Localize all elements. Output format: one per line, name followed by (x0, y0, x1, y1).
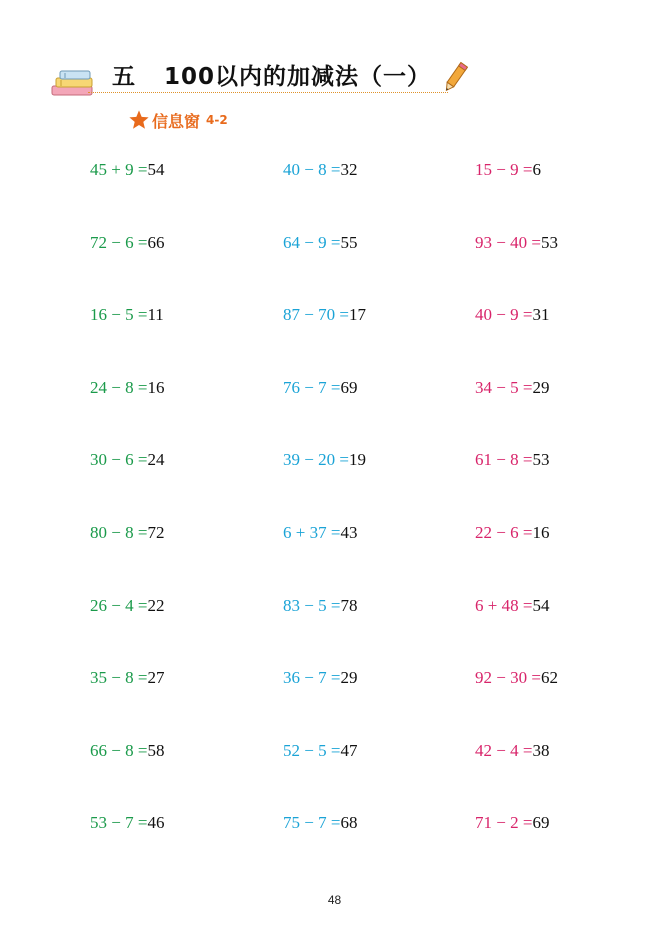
problem-answer: 6 (532, 160, 541, 179)
problem-question: 76 − 7 = (283, 378, 341, 397)
problem-question: 71 − 2 = (475, 813, 533, 832)
math-problem (90, 450, 164, 470)
math-problem (283, 305, 366, 325)
math-problem (283, 813, 357, 833)
math-problem (90, 378, 164, 398)
problem-question: 39 − 20 = (283, 450, 349, 469)
unit-title: 100以内的加减法（一） (164, 64, 432, 90)
problem-answer: 32 (340, 160, 358, 179)
math-problem (475, 160, 541, 180)
math-problem (475, 813, 549, 833)
problem-question: 72 − 6 = (90, 233, 148, 252)
math-problem (475, 596, 549, 616)
math-problem (90, 668, 164, 688)
math-problem (475, 378, 549, 398)
problem-question: 35 − 8 = (90, 668, 148, 687)
problem-question: 83 − 5 = (283, 596, 341, 615)
problem-answer: 22 (147, 596, 165, 615)
unit-number: 五 (112, 64, 136, 90)
math-problem (283, 523, 357, 543)
problem-answer: 69 (340, 378, 358, 397)
problem-question: 66 − 8 = (90, 741, 148, 760)
math-problem (90, 160, 164, 180)
problem-question: 75 − 7 = (283, 813, 341, 832)
problem-question: 52 − 5 = (283, 741, 341, 760)
problem-question: 36 − 7 = (283, 668, 341, 687)
problem-question: 87 − 70 = (283, 305, 349, 324)
problem-question: 34 − 5 = (475, 378, 533, 397)
problem-question: 24 − 8 = (90, 378, 148, 397)
problem-answer: 29 (532, 378, 550, 397)
section-title: 信息窗 (152, 111, 201, 131)
problem-question: 6 + 37 = (283, 523, 341, 542)
problem-answer: 17 (348, 305, 366, 324)
problem-answer: 38 (532, 741, 550, 760)
math-problem (475, 450, 549, 470)
problem-question: 64 − 9 = (283, 233, 341, 252)
problem-question: 15 − 9 = (475, 160, 533, 179)
problem-answer: 72 (147, 523, 165, 542)
math-problem (475, 741, 549, 761)
problem-question: 40 − 8 = (283, 160, 341, 179)
math-problem (283, 596, 357, 616)
math-problem (90, 596, 164, 616)
math-problem (283, 450, 366, 470)
problem-answer: 54 (147, 160, 165, 179)
problem-question: 6 + 48 = (475, 596, 533, 615)
problem-question: 45 + 9 = (90, 160, 148, 179)
problem-answer: 16 (147, 378, 165, 397)
problem-answer: 11 (147, 305, 164, 324)
math-problem (90, 305, 164, 325)
math-problem (283, 668, 357, 688)
problem-answer: 47 (340, 741, 358, 760)
problem-answer: 19 (348, 450, 366, 469)
problem-question: 80 − 8 = (90, 523, 148, 542)
math-problem (475, 668, 558, 688)
problem-answer: 69 (532, 813, 550, 832)
math-problem (475, 523, 549, 543)
problem-answer: 24 (147, 450, 165, 469)
problem-answer: 55 (340, 233, 358, 252)
problem-answer: 53 (540, 233, 558, 252)
problem-answer: 29 (340, 668, 358, 687)
problem-question: 16 − 5 = (90, 305, 148, 324)
math-problem (90, 233, 164, 253)
problem-question: 42 − 4 = (475, 741, 533, 760)
math-problem (90, 523, 164, 543)
section-code: 4-2 (206, 113, 228, 127)
problem-answer: 62 (540, 668, 558, 687)
math-problem (283, 233, 357, 253)
problem-answer: 31 (532, 305, 550, 324)
problem-answer: 68 (340, 813, 358, 832)
problem-answer: 43 (340, 523, 358, 542)
problem-answer: 54 (532, 596, 550, 615)
math-problem (90, 741, 164, 761)
problem-question: 92 − 30 = (475, 668, 541, 687)
problem-question: 40 − 9 = (475, 305, 533, 324)
problem-question: 22 − 6 = (475, 523, 533, 542)
problem-question: 26 − 4 = (90, 596, 148, 615)
math-problem (475, 233, 558, 253)
problem-answer: 78 (340, 596, 358, 615)
problem-answer: 46 (147, 813, 165, 832)
math-problem (475, 305, 549, 325)
problem-answer: 66 (147, 233, 165, 252)
problem-answer: 16 (532, 523, 550, 542)
problem-question: 93 − 40 = (475, 233, 541, 252)
problem-answer: 58 (147, 741, 165, 760)
problem-question: 61 − 8 = (475, 450, 533, 469)
problem-answer: 27 (147, 668, 165, 687)
page-number: 48 (327, 893, 342, 907)
math-problem (283, 741, 357, 761)
problem-question: 53 − 7 = (90, 813, 148, 832)
math-problem (283, 160, 357, 180)
math-problem (90, 813, 164, 833)
math-problem (283, 378, 357, 398)
problem-question: 30 − 6 = (90, 450, 148, 469)
problem-answer: 53 (532, 450, 550, 469)
